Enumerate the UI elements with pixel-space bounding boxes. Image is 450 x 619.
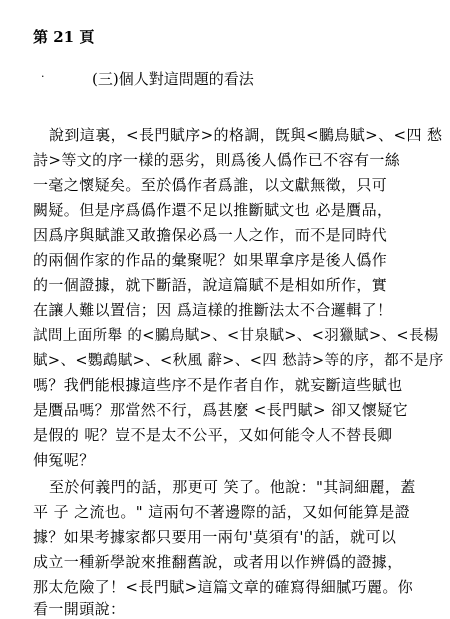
text-line: 伸冤呢？ — [33, 451, 95, 469]
text-line: 據？如果考據家都只要用一兩句'莫須有'的話，就可以 — [33, 528, 397, 546]
text-line: 看一開頭說： — [33, 600, 126, 618]
text-line: 詩>等文的序一樣的惡劣，則爲後人僞作已不容有一絲 — [33, 151, 401, 169]
text-line: 平 子 之流也。" 這兩句不著邊際的話，又如何能算是證 — [33, 503, 411, 521]
text-line: 那太危險了！<長門賦>這篇文章的確寫得細膩巧麗。你 — [33, 578, 414, 596]
text-line: 一毫之懷疑矣。至於僞作者爲誰，以文獻無徵，只可 — [33, 176, 388, 194]
text-line: 闕疑。但是序爲僞作還不足以推斷賦文也 必是贋品， — [33, 201, 393, 219]
text-line: 說到這裏，<長門賦序>的格調，旣與<鵩鳥賦>、<四 愁 — [49, 126, 443, 144]
text-line: 至於何義門的話，那更可 笑了。他說："其詞細麗，蓋 — [49, 478, 416, 496]
text-line: 的一個證據，就下斷語，說這篇賦不是相如所作，實 — [33, 276, 388, 294]
text-line: 成立一種新學說來推翻舊說，或者用以作辨僞的證據， — [33, 553, 403, 571]
section-title: (三)個人對這問題的看法 — [92, 70, 254, 88]
text-line: 嗎？我們能根據這些序不是作者自作，就妄斷這些賦也 — [33, 376, 403, 394]
text-line: 是贋品嗎？那當然不行，爲甚麼 <長門賦> 卻又懷疑它 — [33, 401, 409, 419]
text-line: 的兩個作家的作品的彙聚呢？如果單拿序是後人僞作 — [33, 251, 388, 269]
bullet-marker: · — [41, 70, 45, 83]
text-line: 試問上面所舉 的<鵩鳥賦>、<甘泉賦>、<羽獵賦>、<長楊 — [33, 328, 439, 344]
page-number-label: 第 21 頁 — [33, 28, 95, 46]
text-line: 因爲序與賦誰又敢擔保必爲一人之作，而不是同時代 — [33, 226, 388, 244]
text-line: 是假的 呢？豈不是太不公平，又如何能令人不替長卿 — [33, 426, 393, 444]
text-line: 賦>、<鸚鵡賦>、<秋風 辭>、<四 愁詩>等的序，都不是序 — [33, 353, 444, 369]
text-line: 在讓人難以置信；因 爲這樣的推斷法太不合邏輯了！ — [33, 301, 393, 319]
